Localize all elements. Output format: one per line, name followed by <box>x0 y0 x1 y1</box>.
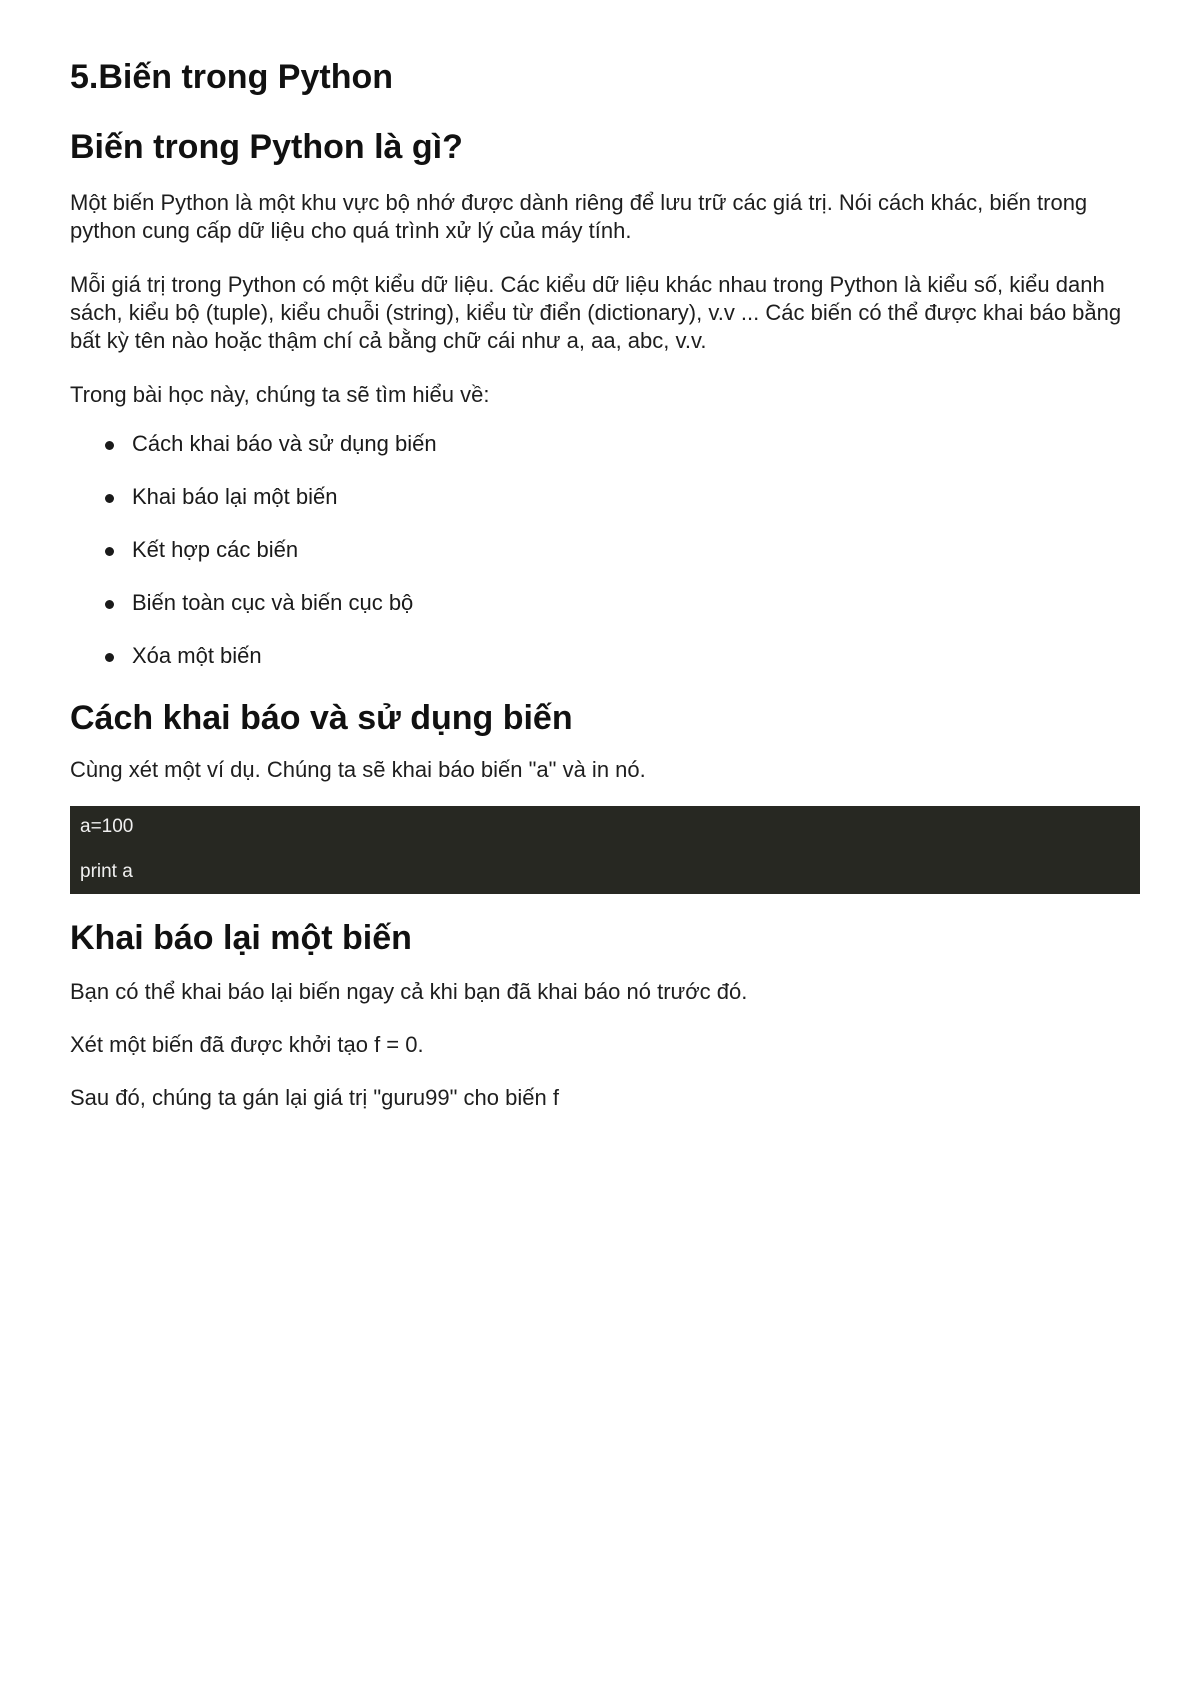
paragraph-reassign-example: Sau đó, chúng ta gán lại giá trị "guru99" cho biến f <box>70 1085 559 1110</box>
paragraph-lesson-intro: Trong bài học này, chúng ta sẽ tìm hiểu về: <box>70 382 490 407</box>
list-item <box>70 430 1140 458</box>
section-heading-what-is-variable: Biến trong Python là gì? <box>70 128 463 166</box>
paragraph-example-intro: Cùng xét một ví dụ. Chúng ta sẽ khai báo biến "a" và in nó. <box>70 757 646 782</box>
code-block[interactable] <box>70 806 1140 894</box>
list-item-label: Biến toàn cục và biến cục bộ <box>132 590 414 615</box>
list-item <box>70 483 1140 511</box>
bullet-icon <box>105 494 114 503</box>
document-title: 5.Biến trong Python <box>70 58 393 96</box>
bullet-icon <box>105 441 114 450</box>
list-item-label: Khai báo lại một biến <box>132 484 338 509</box>
paragraph-variable-definition: Một biến Python là một khu vực bộ nhớ được dành riêng để lưu trữ các giá trị. Nói cách khác, biến trong python cung cấp dữ liệu cho quá trình xử lý của máy tính. <box>70 190 1088 243</box>
list-item <box>70 589 1140 617</box>
list-item <box>70 536 1140 564</box>
list-item-label: Kết hợp các biến <box>132 537 299 562</box>
paragraph-redeclare-info: Bạn có thể khai báo lại biến ngay cả khi bạn đã khai báo nó trước đó. <box>70 979 748 1004</box>
list-item-label: Xóa một biến <box>132 643 262 668</box>
code-line: a=100 <box>80 816 134 837</box>
code-line: print a <box>80 861 133 882</box>
section-heading-declare-variable: Cách khai báo và sử dụng biến <box>70 699 573 737</box>
bullet-icon <box>105 653 114 662</box>
bullet-icon <box>105 547 114 556</box>
list-item <box>70 642 1140 670</box>
list-item-label: Cách khai báo và sử dụng biến <box>132 431 437 456</box>
paragraph-init-example: Xét một biến đã được khởi tạo f = 0. <box>70 1032 424 1057</box>
section-heading-redeclare-variable: Khai báo lại một biến <box>70 919 412 957</box>
document-page <box>70 0 1140 1112</box>
paragraph-data-types: Mỗi giá trị trong Python có một kiểu dữ liệu. Các kiểu dữ liệu khác nhau trong Python là kiểu số, kiểu danh sách, kiểu bộ (tuple), kiểu chuỗi (string), kiểu từ điển (dictionary), v.v ... Các biến có thể được khai báo bằng bất kỳ tên nào hoặc thậm chí cả bằng chữ cái như a, aa, abc, v.v. <box>70 272 1122 353</box>
bullet-icon <box>105 600 114 609</box>
topic-list <box>70 430 1140 670</box>
